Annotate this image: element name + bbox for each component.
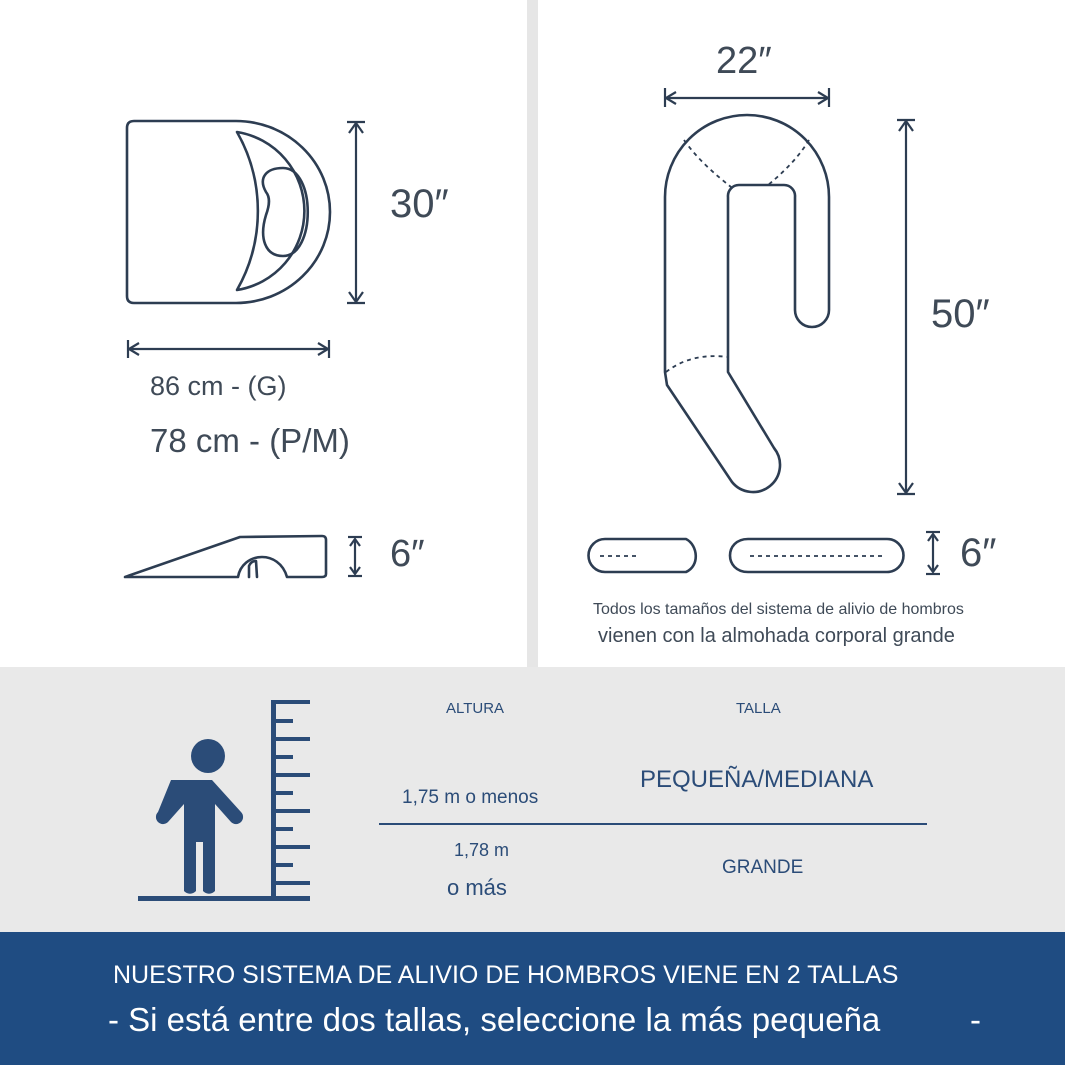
wedge-arm-hole xyxy=(263,168,308,256)
body-pillow-panel xyxy=(538,0,1065,667)
size-table-section xyxy=(0,667,1065,932)
wedge-side-view xyxy=(125,536,326,577)
banner-subline: - Si está entre dos tallas, seleccione la más pequeña xyxy=(108,1001,881,1038)
row2-height-line2: o más xyxy=(447,875,507,900)
height-dimension-label: 30″ xyxy=(390,182,449,226)
note-line-1: Todos los tamaños del sistema de alivio de hombros xyxy=(593,601,964,618)
length-label-large: 86 cm - (G) xyxy=(150,371,287,401)
info-banner xyxy=(0,932,1065,1065)
body-pillow-side-view xyxy=(589,539,696,572)
wedge-top-view xyxy=(127,121,330,303)
banner-subline-end: - xyxy=(970,1001,981,1038)
panel-divider xyxy=(527,0,538,667)
row1-height: 1,75 m o menos xyxy=(402,787,539,808)
body-pillow-top-view xyxy=(665,115,829,492)
note-line-2: vienen con la almohada corporal grande xyxy=(598,625,955,647)
thickness-label: 6″ xyxy=(390,533,425,575)
person-with-ruler xyxy=(0,667,340,932)
banner-headline: NUESTRO SISTEMA DE ALIVIO DE HOMBROS VIENE EN 2 TALLAS xyxy=(113,961,899,989)
height-dimension-label: 50″ xyxy=(931,292,990,336)
height-ruler-icon xyxy=(271,700,310,900)
header-size: TALLA xyxy=(736,700,781,717)
row1-size: PEQUEÑA/MEDIANA xyxy=(640,766,874,793)
length-label-small-medium: 78 cm - (P/M) xyxy=(150,422,350,459)
row2-size: GRANDE xyxy=(722,857,804,878)
width-dimension-label: 22″ xyxy=(716,40,772,82)
header-height: ALTURA xyxy=(446,700,505,717)
wedge-shoulder-cutout xyxy=(237,132,304,290)
table-divider xyxy=(379,823,927,825)
thickness-label: 6″ xyxy=(960,531,997,575)
wedge-pillow-drawing xyxy=(0,0,527,667)
wedge-pillow-panel xyxy=(0,0,527,667)
row2-height-line1: 1,78 m xyxy=(454,840,510,860)
person-icon xyxy=(156,739,243,894)
